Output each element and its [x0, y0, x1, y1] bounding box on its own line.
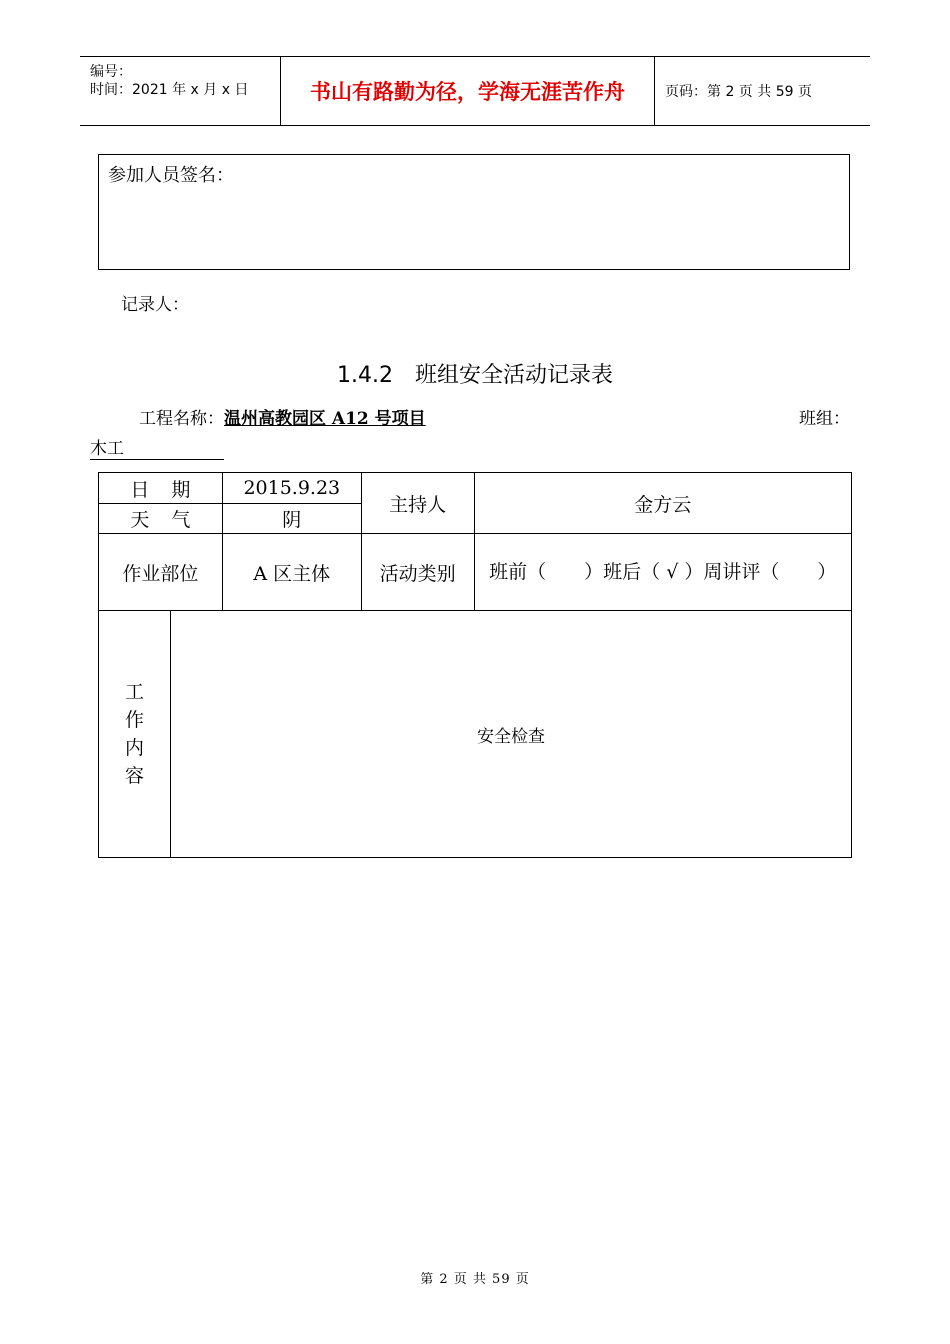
weather-value: 阴 [222, 504, 361, 534]
page-footer: 第 2 页 共 59 页 [420, 1272, 530, 1287]
recorder-label: 记录人： [121, 295, 189, 315]
header-motto: 书山有路勤为径，学海无涯苦作舟 [281, 57, 655, 125]
project-line [139, 404, 448, 429]
activity-record-table [98, 472, 852, 858]
location-label: 作业部位 [99, 534, 223, 611]
project-name: 温州高教园区 A12 号项目 [224, 409, 426, 429]
content-label-cell [99, 611, 171, 858]
host-label: 主持人 [361, 473, 474, 534]
time-label: 时间：2021 年 x 月 x 日 [90, 82, 249, 98]
content-label: 工作内容 [124, 681, 144, 787]
header-page-info: 页码：第 2 页 共 59 页 [665, 84, 812, 100]
team-label: 班组： [799, 409, 850, 429]
signature-box [98, 154, 850, 270]
content-value: 安全检查 [170, 611, 851, 858]
weather-label: 天气 [99, 504, 223, 534]
team-value: 木工 [90, 434, 224, 460]
host-value: 金方云 [474, 473, 851, 534]
date-label: 日期 [99, 473, 223, 504]
serial-label: 编号： [90, 64, 132, 80]
page-header [80, 56, 870, 126]
project-label: 工程名称： [139, 409, 224, 429]
signature-label: 参加人员签名： [108, 165, 234, 186]
date-value: 2015.9.23 [222, 473, 361, 504]
location-value: A 区主体 [222, 534, 361, 611]
activity-label: 活动类别 [361, 534, 474, 611]
activity-value: 班前（ ）班后（ √ ）周讲评（ ） [474, 534, 851, 611]
page-title: 1.4.2 班组安全活动记录表 [337, 363, 613, 388]
header-meta [80, 57, 281, 125]
